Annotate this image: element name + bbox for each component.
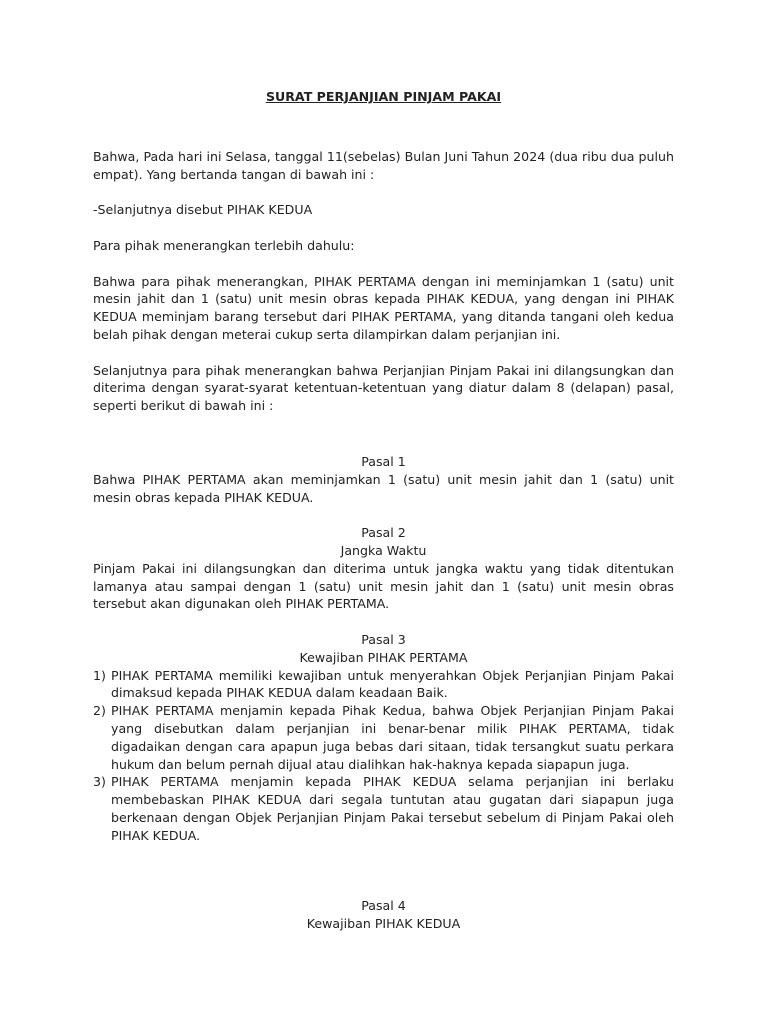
list-item bbox=[93, 702, 674, 773]
pasal-3-heading: Pasal 3 bbox=[361, 631, 406, 647]
pasal-2-heading: Pasal 2 bbox=[361, 525, 406, 541]
pasal-3-list bbox=[93, 667, 674, 845]
pasal-2-text: Pinjam Pakai ini dilangsungkan dan diterima untuk jangka waktu yang tidak ditentukan lamanya atau sampai dengan 1 (satu) unit mesin jahit dan 1 (satu) unit mesin obras tersebut akan digunakan oleh PIHAK PERTAMA. bbox=[93, 560, 674, 612]
paragraph-2: Selanjutnya para pihak menerangkan bahwa Perjanjian Pinjam Pakai ini dilangsungkan dan diterima dengan syarat-syarat ketentuan-ketentuan yang diatur dalam 8 (delapan) pasal, seperti berikut di bawah ini : bbox=[93, 362, 674, 414]
pasal-1-text: Bahwa PIHAK PERTAMA akan meminjamkan 1 (satu) unit mesin jahit dan 1 (satu) unit mesin obras kepada PIHAK KEDUA. bbox=[93, 471, 674, 505]
document-page bbox=[93, 88, 674, 933]
pasal-3-subheading: Kewajiban PIHAK PERTAMA bbox=[299, 649, 468, 665]
second-party-line: -Selanjutnya disebut PIHAK KEDUA bbox=[93, 202, 313, 218]
pasal-1-heading: Pasal 1 bbox=[361, 453, 406, 469]
list-item-text: PIHAK PERTAMA menjamin kepada PIHAK KEDUA selama perjanjian ini berlaku membebaskan PIHAK KEDUA dari segala tuntutan atau gugatan dari siapapun juga berkenaan dengan Objek Perjanjian Pinjam Pakai tersebut sebelum di Pinjam Pakai oleh PIHAK KEDUA. bbox=[111, 774, 674, 843]
list-item-text: PIHAK PERTAMA menjamin kepada Pihak Kedua, bahwa Objek Perjanjian Pinjam Pakai yang disebutkan dalam perjanjian ini benar-benar milik PIHAK PERTAMA, tidak digadaikan dengan cara apapun juga bebas dari sitaan, tidak tersangkut suatu perkara hukum dan belum pernah dijual atau dialihkan hak-haknya kepada siapapun juga. bbox=[111, 703, 674, 772]
pasal-4-subheading: Kewajiban PIHAK KEDUA bbox=[306, 916, 461, 932]
statement-line: Para pihak menerangkan terlebih dahulu: bbox=[93, 237, 355, 253]
list-item-text: PIHAK PERTAMA memiliki kewajiban untuk menyerahkan Objek Perjanjian Pinjam Pakai dimaksud kepada PIHAK KEDUA dalam keadaan Baik. bbox=[111, 667, 674, 701]
list-item-number: 2) bbox=[93, 703, 106, 719]
paragraph-1: Bahwa para pihak menerangkan, PIHAK PERTAMA dengan ini meminjamkan 1 (satu) unit mesin jahit dan 1 (satu) unit mesin obras kepada PIHAK KEDUA, yang dengan ini PIHAK KEDUA meminjam barang tersebut dari PIHAK PERTAMA, yang ditanda tangani oleh kedua belah pihak dengan meterai cukup serta dilampirkan dalam perjanjian ini. bbox=[93, 273, 674, 342]
list-item bbox=[93, 667, 674, 703]
list-item-number: 3) bbox=[93, 774, 106, 790]
pasal-2-subheading: Jangka Waktu bbox=[340, 542, 427, 558]
list-item-number: 1) bbox=[93, 667, 106, 683]
list-item bbox=[93, 773, 674, 844]
document-title: SURAT PERJANJIAN PINJAM PAKAI bbox=[265, 89, 502, 104]
pasal-4-heading: Pasal 4 bbox=[361, 898, 406, 914]
intro-paragraph: Bahwa, Pada hari ini Selasa, tanggal 11(sebelas) Bulan Juni Tahun 2024 (dua ribu dua puluh empat). Yang bertanda tangan di bawah ini : bbox=[93, 149, 674, 182]
spacer bbox=[93, 844, 674, 897]
